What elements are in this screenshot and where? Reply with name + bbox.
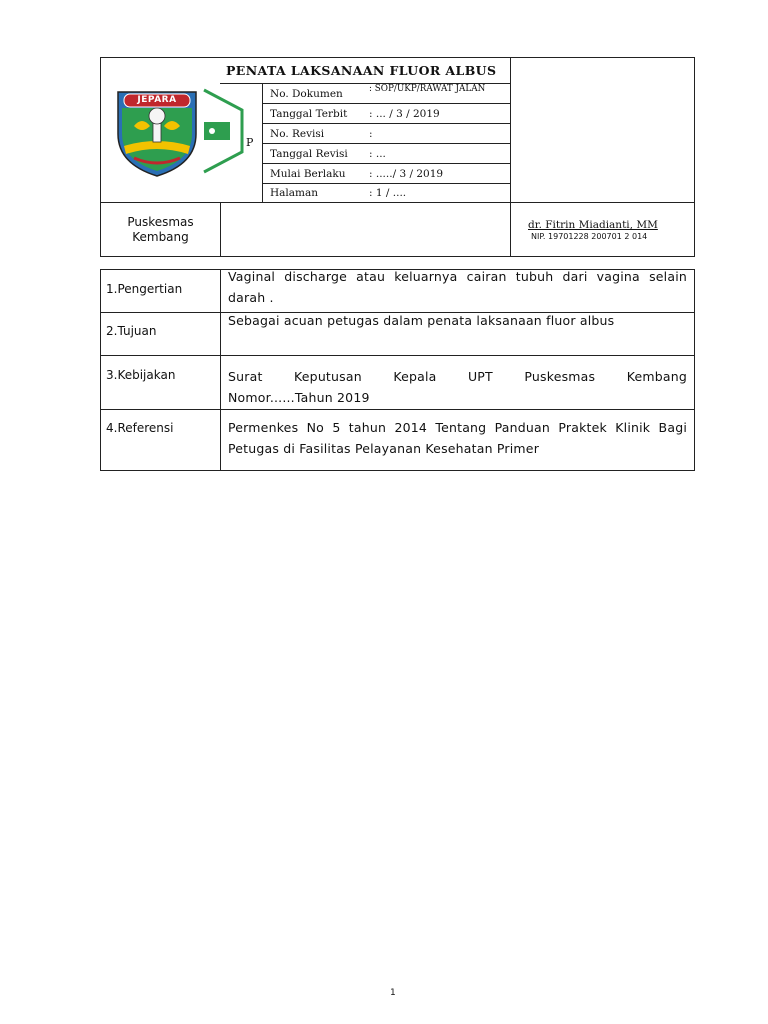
emblem-fragment: P [246, 136, 254, 149]
document-title: PENATA LAKSANAAN FLUOR ALBUS [226, 63, 497, 78]
label-tujuan: 2.Tujuan [106, 324, 157, 338]
label-referensi: 4.Referensi [106, 421, 174, 435]
content-kebijakan-line-2: Nomor......Tahun 2019 [228, 390, 370, 405]
label-kebijakan: 3.Kebijakan [106, 368, 176, 382]
page-number: 1 [390, 988, 396, 998]
meta-label-doc-number: No. Dokumen [270, 88, 343, 100]
content-pengertian-line-1: Vaginal discharge atau keluarnya cairan tubuh dari vagina selain [228, 269, 687, 284]
content-referensi-line-1: Permenkes No 5 tahun 2014 Tentang Panduan Praktek Klinik Bagi [228, 420, 687, 435]
content-tujuan-line-1: Sebagai acuan petugas dalam penata laksanaan fluor albus [228, 313, 615, 328]
meta-value-page: : 1 / .... [369, 187, 407, 199]
label-pengertian: 1.Pengertian [106, 282, 183, 296]
meta-value-revision: : [369, 128, 373, 140]
content-pengertian [228, 266, 687, 308]
organization-name [101, 215, 220, 245]
meta-value-doc-number: : SOP/UKP/RAWAT JALAN [369, 84, 486, 94]
puskesmas-emblem [196, 88, 266, 174]
content-referensi [228, 417, 687, 459]
meta-value-revision-date: : ... [369, 148, 386, 160]
signatory-name: dr. Fitrin Miadianti, MM [528, 219, 658, 231]
content-referensi-line-2: Petugas di Fasilitas Pelayanan Kesehatan Primer [228, 441, 540, 456]
meta-label-revision: No. Revisi [270, 128, 325, 140]
content-kebijakan [228, 366, 687, 408]
content-pengertian-line-2: darah . [228, 290, 274, 305]
organization-line-2: Kembang [132, 230, 189, 244]
meta-value-issue-date: : ... / 3 / 2019 [369, 108, 440, 120]
content-tujuan [228, 310, 687, 331]
meta-label-effective-date: Mulai Berlaku [270, 168, 346, 180]
signatory-nip: NIP. 19701228 200701 2 014 [531, 232, 648, 241]
jepara-logo [112, 86, 202, 178]
content-kebijakan-line-1: Surat Keputusan Kepala UPT Puskesmas Kembang [228, 369, 687, 384]
organization-line-1: Puskesmas [127, 215, 194, 229]
meta-label-issue-date: Tanggal Terbit [270, 108, 348, 120]
meta-label-revision-date: Tanggal Revisi [270, 148, 348, 160]
meta-label-page: Halaman [270, 187, 319, 199]
logo-text: JEPARA [137, 95, 177, 105]
meta-value-effective-date: : ...../ 3 / 2019 [369, 168, 444, 180]
